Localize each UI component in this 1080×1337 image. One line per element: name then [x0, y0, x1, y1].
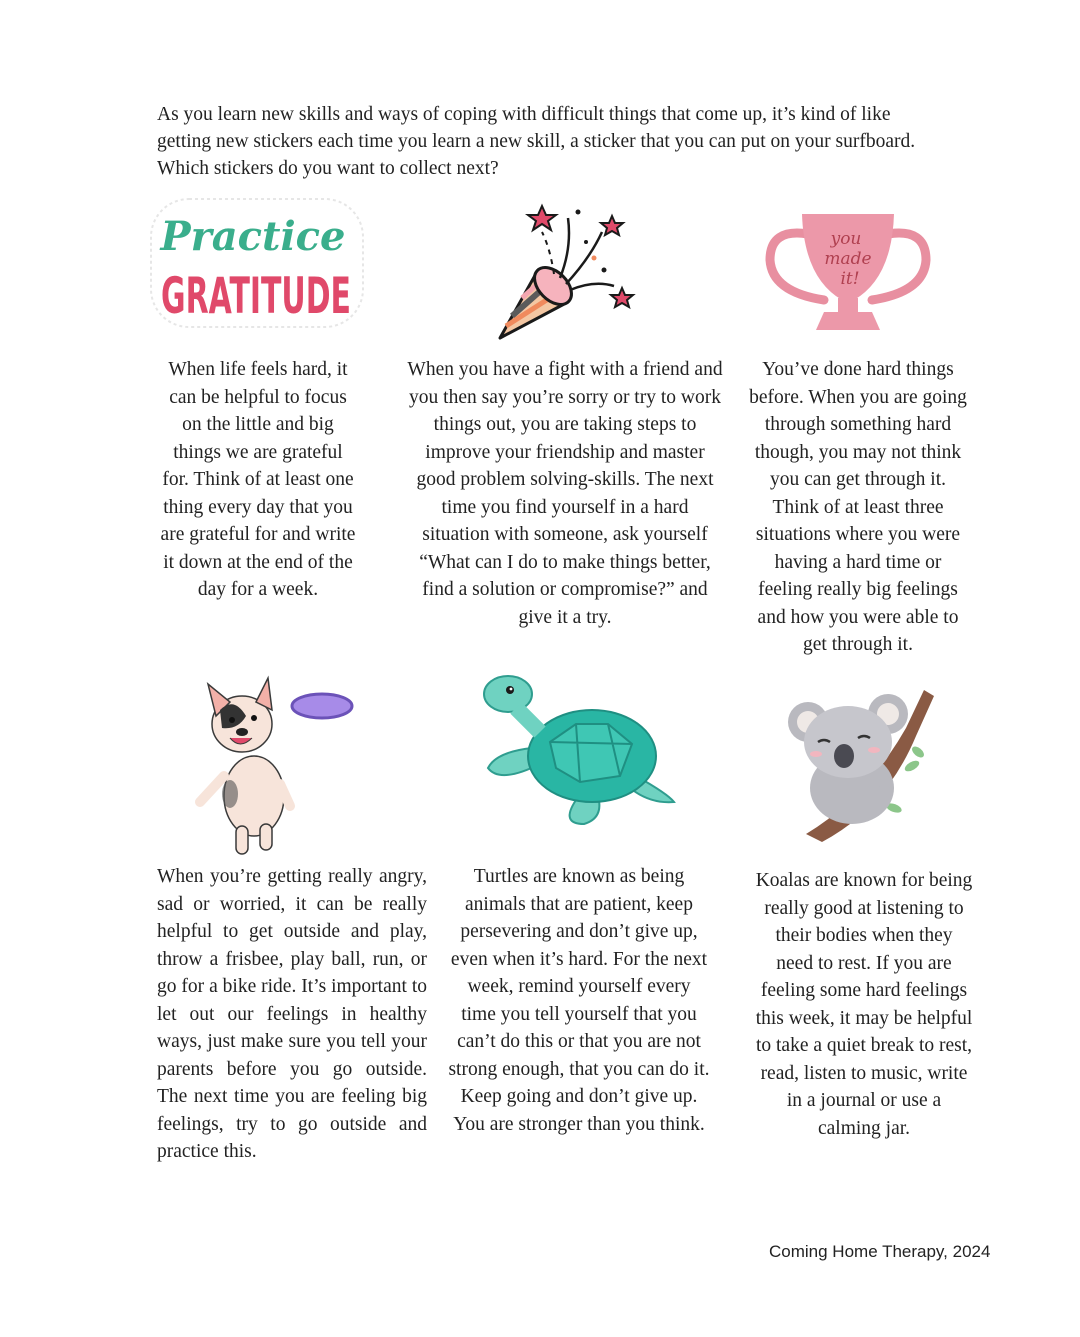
- friendship-section-text: When you have a fight with a friend and you then say you’re sorry or try to work things out, you are taking steps to improve your friendship and master good problem solving-skills. The next time you find yourself in a hard situation with someone, ask yourself “What can I do to make things better, find a solution or compromise?” and give it a try.: [407, 359, 723, 628]
- outside-play-section-text: When you’re getting really angry, sad or worried, it can be really helpful to get outside and play, throw a frisbee, play ball, run, or go for a bike ride. It’s important to let out our feelings in healthy ways, just make sure you tell your parents before you go outside. The next time you are feeling big feelings, try to go outside and practice this.: [157, 866, 427, 1162]
- footer-credit: Coming Home Therapy, 2024: [769, 1242, 991, 1261]
- intro-paragraph: As you learn new skills and ways of coping with difficult things that come up, it’s kind of like getting new stickers each time you learn a new skill, a sticker that you can put on your surfboard. Which stickers do you want to collect next?: [157, 104, 916, 179]
- koala-section-text: Koalas are known for being really good at listening to their bodies when they need to rest. If you are feeling some hard feelings this week, it may be helpful to take a quiet break to rest, read, listen to music, write in a journal or use a calming jar.: [755, 870, 973, 1139]
- gratitude-section-text: When life feels hard, it can be helpful to focus on the little and big things we are grateful for. Think of at least one thing every day that you are grateful for and write it down at the end of the day for a week.: [160, 359, 356, 600]
- party-popper-sticker: [490, 198, 640, 344]
- koala-sticker: [786, 688, 940, 844]
- trophy-made-text: made: [824, 249, 872, 269]
- trophy-sticker: [764, 208, 932, 334]
- hard-things-section-text: You’ve done hard things before. When you are going through something hard though, you may not think you can get through it. Think of at least three situations where you were having a hard time or feeling really big feelings and how you were able to get through it.: [749, 359, 967, 655]
- sticker-gratitude-text: GRATITUDE: [161, 267, 351, 325]
- sticker-practice-text: Practice: [160, 213, 346, 260]
- practice-gratitude-sticker: [148, 196, 366, 330]
- dog-frisbee-sticker: [194, 676, 358, 860]
- trophy-you-text: you: [830, 229, 862, 249]
- sea-turtle-sticker: [480, 672, 676, 826]
- trophy-it-text: it!: [840, 269, 860, 289]
- turtle-section-text: Turtles are known as being animals that are patient, keep persevering and don’t give up, even when it’s hard. For the next week, remind yourself every time you tell yourself that you can’t do this or that you are not strong enough, that you can do it. Keep going and don’t give up. You are stronger than you think.: [448, 866, 710, 1135]
